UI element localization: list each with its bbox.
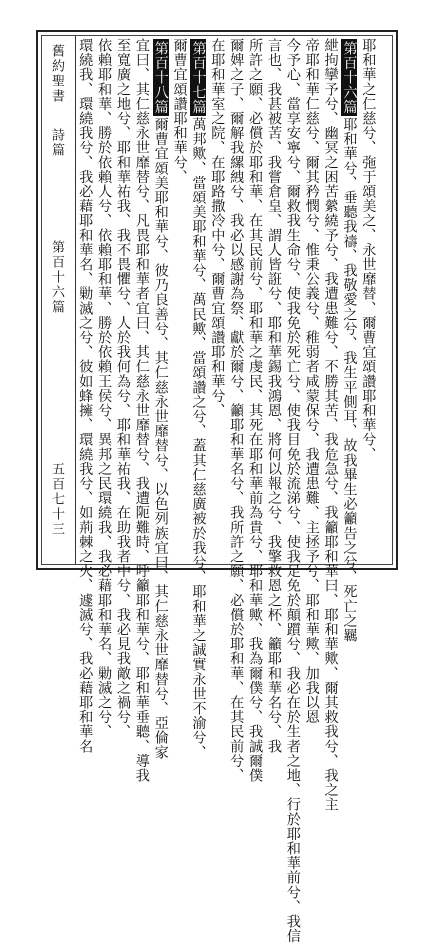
text-column — [247, 38, 264, 783]
verse-text: 耶和華兮、垂聽我禱、我敬愛之兮、我生平側耳、故我畢生必籲告之兮、死亡之羈 — [341, 117, 358, 643]
verse-text: 爾曹宜頌美耶和華兮、彼乃良善兮、其仁慈永世靡替兮、以色列族宜曰、其仁慈永世靡替兮、亞倫家 — [152, 117, 169, 760]
verse-text: 紲拘攣予兮、幽冥之困苦縈繞予兮、我遭患難兮、不勝其苦、我危急兮、我籲耶和華曰、耶和華歟、爾其救我兮、我之主 — [322, 38, 339, 812]
text-column — [172, 38, 186, 558]
text-column — [190, 38, 207, 760]
verse-text: 環繞我、環繞我兮、我必藉耶和華名、勦滅之兮、彼如蜂擁、環繞我兮、如荊棘之火、遽滅兮、我必藉耶和華名 — [77, 38, 94, 754]
text-column — [152, 38, 169, 760]
verse-text: 耶和華之仁慈兮、㢮于頌美之、永世靡替、爾曹宜頌讚耶和華兮、 — [360, 38, 377, 462]
verse-text: 今予心、當享安寧兮、爾救我生命兮、使我免於死亡兮、使我目免於流涕兮、使我足免於顛躓兮、我必在於生者之地、行於耶和華前兮、我信 — [284, 38, 301, 943]
text-column — [210, 38, 224, 558]
verse-text: 至寬廣之地兮、耶和華祐我、我不畏懼兮、人於我何為兮、耶和華祐我、在助我者中兮、我必見我敵之禍兮、 — [114, 38, 131, 739]
verse-text: 宜曰、其仁慈永世靡替兮、凡畏耶和華者宜曰、其仁慈永世靡替兮、我遭阨難時、呼籲耶和華兮、耶和華垂聽、導我 — [133, 38, 150, 783]
text-column — [322, 38, 339, 812]
text-column — [265, 38, 282, 754]
text-column — [341, 38, 358, 643]
psalm-heading: 第百十六篇 — [341, 41, 358, 114]
page-number: 五百七十三 — [49, 462, 64, 537]
verse-text: 言也、我甚被苦、我嘗倉皇、謂人皆誑兮、耶和華錫我鴻恩、將何以報之兮、我擎救恩之杯、籲耶和華名兮、我 — [265, 38, 282, 754]
section-title: 詩篇 — [49, 128, 64, 158]
psalm-heading: 第百十七篇 — [190, 41, 207, 114]
verse-text: 帝耶和華仁慈兮、爾其矜憫兮、惟秉公義兮、稚弱者咸蒙保兮、我遭患難、主拯予兮、耶和華歟、加我以恩 — [303, 38, 320, 725]
verse-text: 在耶和華室之院、在耶路撒冷中兮、爾曹宜頌讚耶和華兮、 — [209, 38, 226, 418]
text-column — [228, 38, 245, 783]
text-column — [303, 38, 320, 725]
chapter-label: 第百十六篇 — [49, 240, 64, 315]
psalm-heading: 第百十八篇 — [152, 41, 169, 114]
margin-divider — [75, 36, 76, 564]
text-column — [361, 38, 375, 558]
book-title: 舊約聖書 — [49, 44, 64, 104]
text-column — [284, 38, 301, 943]
verse-text: 依賴耶和華、勝於依賴人兮、依賴耶和華、勝於依賴王侯兮、異邦之民環繞我、我必藉耶和華名、勦滅之兮、 — [96, 38, 113, 739]
verse-text: 所許之願、必償於耶和華、在其民前兮、耶和華之虔民、其死在耶和華前為貴兮、耶和華歟、我為爾僕兮、我誠爾僕 — [247, 38, 264, 783]
text-column — [114, 38, 131, 739]
verse-text: 爾婢之子、爾解我縲絏兮、我必以感謝為祭、獻於爾兮、籲耶和華名兮、我所許之願、必償於耶和華、在其民前兮、 — [228, 38, 245, 783]
verse-text: 爾曹宜頌讚耶和華兮、 — [171, 38, 188, 184]
verse-text: 萬邦歟、當頌美耶和華兮、萬民歟、當頌讚之兮、蓋其仁慈廣被於我兮、耶和華之誠實永世不渝兮、 — [190, 117, 207, 760]
text-column — [96, 38, 113, 739]
text-column — [133, 38, 150, 783]
text-column — [77, 38, 94, 754]
